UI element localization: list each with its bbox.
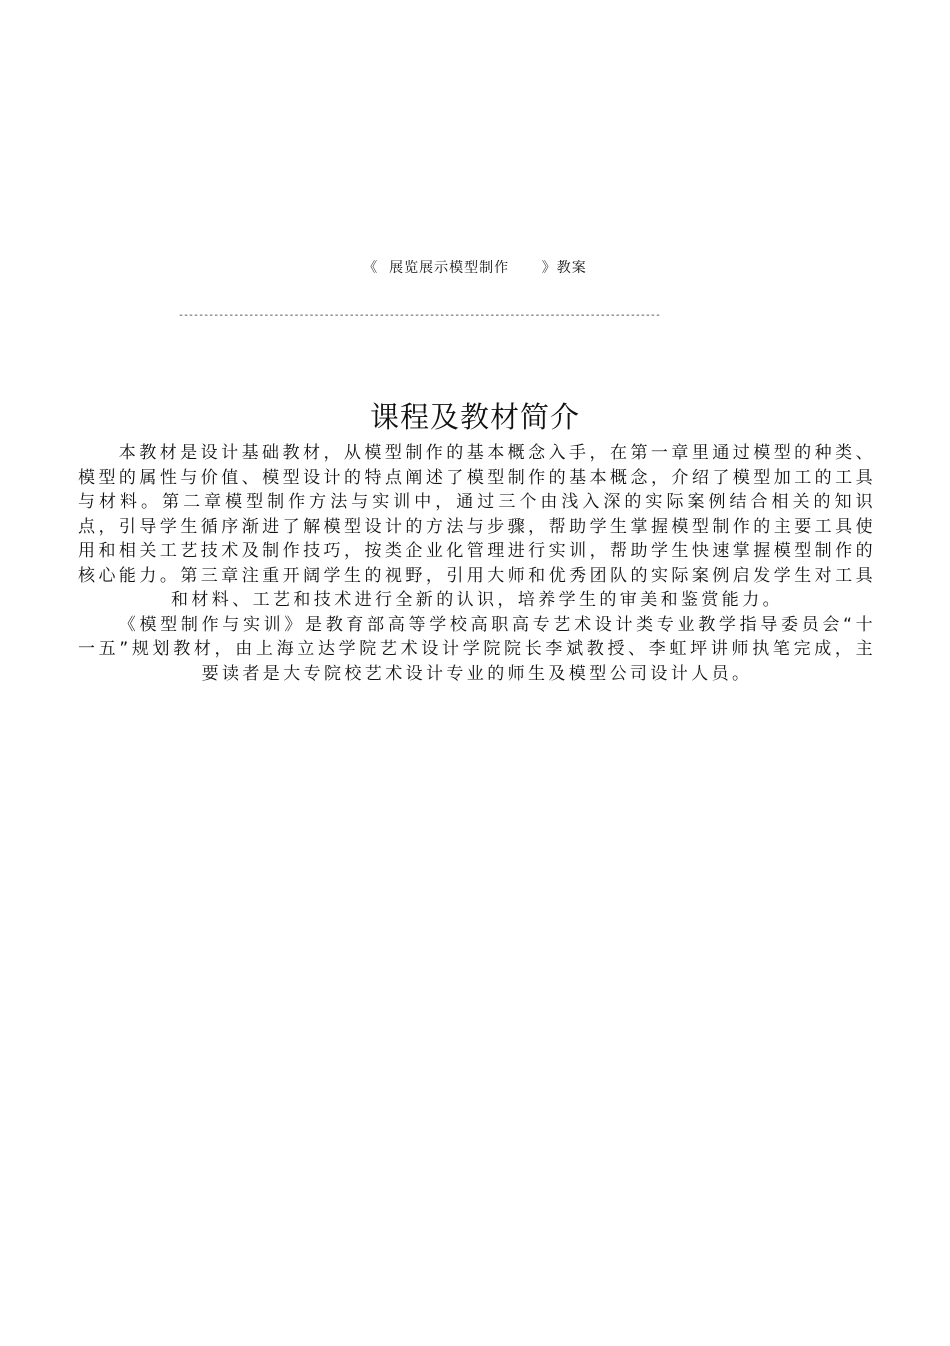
paragraph: 本教材是设计基础教材，从模型制作的基本概念入手，在第一章里通过模型的种类、模型的属性与价值、模型设计的特点阐述了模型制作的基本概念，介绍了模型加工的工具与材料。第二章模型制作方法与实训中，通过三个由浅入深的实际案例结合相关的知识点，引导学生循序渐进了解模型设计的方法与步骤，帮助学生掌握模型制作的主要工具使用和相关工艺技术及制作技巧，按类企业化管理进行实训，帮助学生快速掌握模型制作的核心能力。第三章注重开阔学生的视野，引用大师和优秀团队的实际案例启发学生对工具和材料、工艺和技术进行全新的认识，培养学生的审美和鉴赏能力。	[78, 443, 876, 610]
paragraph: 《模型制作与实训》是教育部高等学校高职高专艺术设计类专业教学指导委员会“十一五”规划教材，由上海立达学院艺术设计学院院长李斌教授、李虹坪讲师执笔完成，主要读者是大专院校艺术设计专业的师生及模型公司设计人员。	[78, 614, 876, 684]
header-divider-line: ------------------------------------------------------------------------------------------------	[178, 310, 660, 321]
document-header-title: 《 展览展示模型制作 》教案	[363, 260, 587, 276]
body-text	[78, 441, 876, 686]
section-title: 课程及教材简介	[369, 400, 580, 434]
